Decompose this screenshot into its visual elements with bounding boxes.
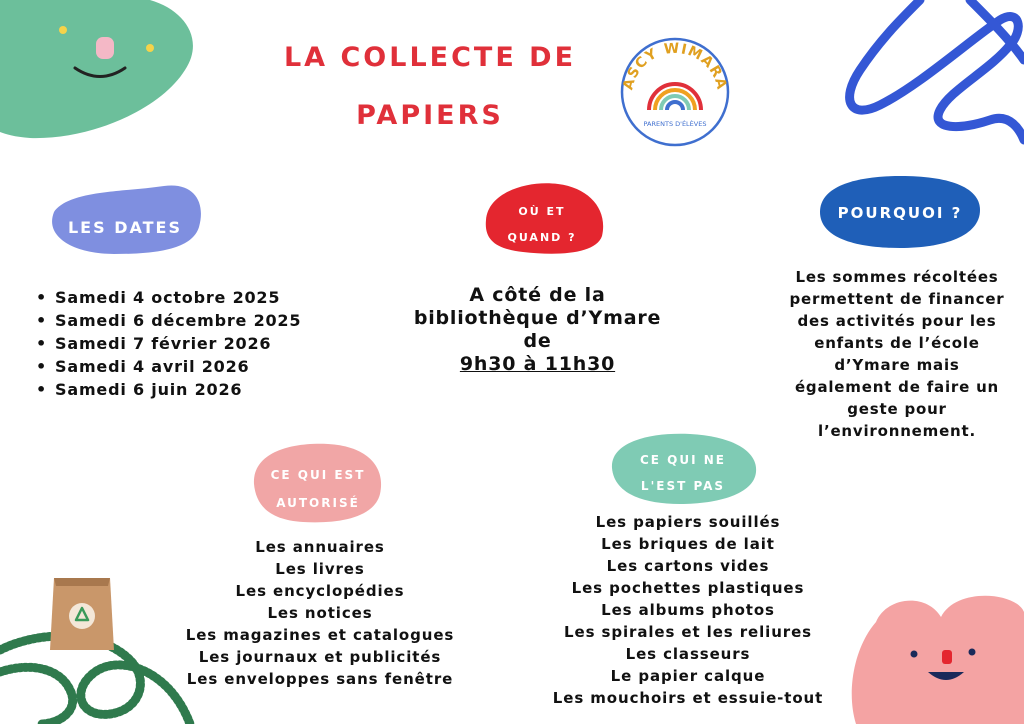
ascy-wimara-logo <box>616 36 734 148</box>
logo-sub-text: PARENTS D'ÉLÈVES <box>643 120 707 128</box>
list-item: Les pochettes plastiques <box>571 579 805 597</box>
not-allowed-list <box>538 511 838 709</box>
list-item: • Samedi 6 décembre 2025 <box>36 309 301 332</box>
list-item: Les magazines et catalogues <box>185 626 455 644</box>
list-item: • Samedi 7 février 2026 <box>36 332 301 355</box>
list-item: Les classeurs <box>625 645 751 663</box>
list-item: • Samedi 4 avril 2026 <box>36 355 301 378</box>
paper-bag-recycle-icon <box>46 570 118 652</box>
page-title-line1: LA COLLECTE DE <box>283 42 577 73</box>
logo-ring-text: ASCY WIMARA <box>620 40 730 92</box>
list-item: Les spirales et les reliures <box>564 623 812 641</box>
list-item: Les enveloppes sans fenêtre <box>186 670 454 688</box>
list-item: Les encyclopédies <box>235 582 405 600</box>
why-line: d’Ymare mais <box>834 356 960 374</box>
why-line: enfants de l’école <box>814 334 980 352</box>
where-line2: bibliothèque d’Ymare <box>413 307 662 329</box>
why-line: également de faire un <box>794 378 1000 396</box>
why-line: permettent de financer <box>789 290 1005 308</box>
where-details <box>390 284 685 376</box>
where-heading-line1: OÙ ET <box>518 205 566 218</box>
list-item: Les journaux et publicités <box>198 648 442 666</box>
why-line: geste pour <box>847 400 947 418</box>
dates-heading: LES DATES <box>67 218 182 237</box>
list-item: Les albums photos <box>601 601 775 619</box>
list-item: Les annuaires <box>255 538 385 556</box>
allowed-heading-line2: AUTORISÉ <box>276 496 360 510</box>
blue-scribble-icon <box>820 0 1024 160</box>
where-line1: A côté de la <box>469 284 606 306</box>
allowed-heading-line1: CE QUI EST <box>270 468 366 482</box>
smiley-blob-icon <box>0 0 200 145</box>
not-allowed-heading-blob <box>606 428 762 508</box>
list-item: Les briques de lait <box>601 535 775 553</box>
why-text <box>784 266 1010 442</box>
not-allowed-heading-line2: L'EST PAS <box>640 479 726 493</box>
where-heading-blob <box>478 180 608 256</box>
why-line: l’environnement. <box>818 422 976 440</box>
where-line3: de <box>523 330 552 352</box>
list-item: • Samedi 6 juin 2026 <box>36 378 301 401</box>
list-item: Le papier calque <box>610 667 766 685</box>
page-title-line2: PAPIERS <box>356 100 504 131</box>
list-item: Les papiers souillés <box>595 513 781 531</box>
not-allowed-heading-line1: CE QUI NE <box>639 453 726 467</box>
where-time: 9h30 à 11h30 <box>459 353 616 375</box>
list-item: Les notices <box>267 604 373 622</box>
heart-face-icon <box>846 592 1024 724</box>
why-line: Les sommes récoltées <box>795 268 999 286</box>
allowed-heading-blob <box>248 440 388 526</box>
where-heading-line2: QUAND ? <box>507 231 577 244</box>
list-item: • Samedi 4 octobre 2025 <box>36 286 301 309</box>
why-heading: POURQUOI ? <box>837 204 963 222</box>
list-item: Les livres <box>275 560 365 578</box>
why-line: des activités pour les <box>797 312 997 330</box>
dates-list <box>36 286 301 401</box>
allowed-list <box>170 536 470 690</box>
list-item: Les mouchoirs et essuie-tout <box>552 689 824 707</box>
list-item: Les cartons vides <box>606 557 770 575</box>
